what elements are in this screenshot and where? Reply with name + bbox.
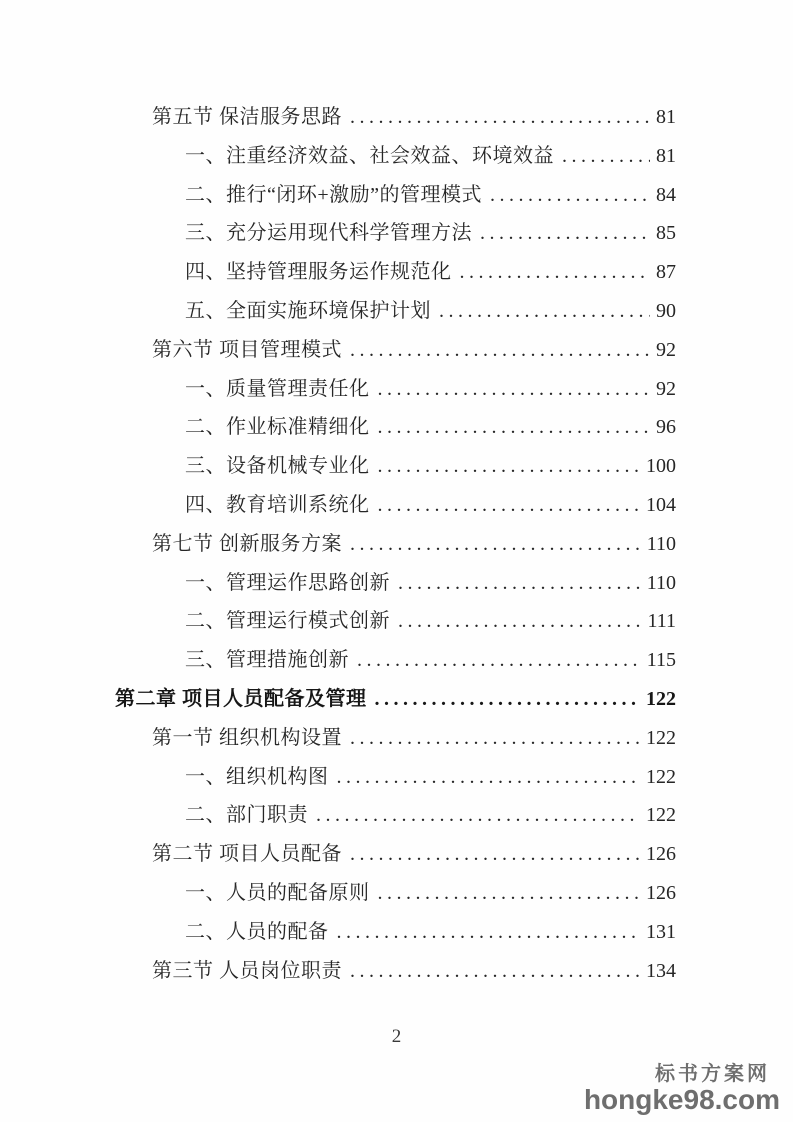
toc-entry [185,486,676,525]
watermark-site-url: hongke98.com [583,1084,780,1115]
toc-entry-page: 85 [656,222,676,245]
toc-entry-page: 122 [646,804,676,827]
toc-entry [185,874,676,913]
toc-entry-page: 92 [656,338,676,361]
toc-entry-title: 二、部门职责 [185,804,308,827]
toc-entry-title: 一、质量管理责任化 [185,377,370,400]
toc-entry-title: 第六节 项目管理模式 [152,338,342,361]
toc-entry-title: 一、管理运作思路创新 [185,571,390,594]
toc-entry-page: 104 [646,493,676,516]
dot-leader [350,952,640,991]
dot-leader [375,680,641,719]
dot-leader [337,758,641,797]
toc-entry [185,253,676,292]
toc-entry-page: 87 [656,261,676,284]
toc-entry-title: 一、组织机构图 [185,765,329,788]
toc-entry-page: 90 [656,299,676,322]
dot-leader [378,408,651,447]
toc-entry-title: 四、教育培训系统化 [185,493,370,516]
toc-entry [185,176,676,215]
toc-entry [152,835,676,874]
toc-entry-page: 110 [646,571,676,594]
dot-leader [350,98,650,137]
toc-entry [185,913,676,952]
toc-entry [185,370,676,409]
toc-entry-title: 四、坚持管理服务运作规范化 [185,261,452,284]
toc-entry-title: 三、充分运用现代科学管理方法 [185,222,472,245]
toc-entry-title: 第五节 保洁服务思路 [152,106,342,128]
toc-entry [185,292,676,331]
dot-leader [350,835,640,874]
toc-entry [152,952,676,991]
dot-leader [439,292,650,331]
page-number: 2 [391,1026,402,1047]
toc-entry [152,98,676,137]
watermark [584,1064,780,1114]
toc-entry-title: 三、设备机械专业化 [185,455,370,478]
toc-entry [185,641,676,680]
toc-entry-page: 96 [656,416,676,439]
toc-entry-page: 81 [656,106,676,128]
toc-entry-page: 126 [646,881,676,904]
toc-entry [185,447,676,486]
toc-entry-page: 122 [646,687,676,710]
dot-leader [490,176,650,215]
toc-entry-title: 二、管理运行模式创新 [185,610,390,633]
dot-leader [378,486,641,525]
toc-entry-page: 81 [656,144,676,167]
toc-entry-title: 二、作业标准精细化 [185,416,370,439]
toc-entry-title: 三、管理措施创新 [185,649,349,672]
toc-entry-title: 一、注重经济效益、社会效益、环境效益 [185,144,554,167]
toc-entry [185,214,676,253]
toc-entry-page: 122 [646,726,676,749]
toc-entry-page: 110 [646,532,676,555]
toc-entry [185,564,676,603]
dot-leader [378,447,641,486]
dot-leader [562,137,650,176]
dot-leader [378,370,651,409]
toc-entry-page: 100 [646,455,676,478]
toc-entry [185,602,676,641]
toc-entry [185,758,676,797]
toc-entry [185,796,676,835]
toc-entry-chapter [115,680,676,719]
toc-entry [185,137,676,176]
toc-entry-title: 二、推行“闭环+激励”的管理模式 [185,183,483,206]
toc-entry-page: 126 [646,843,676,866]
toc-entry [185,408,676,447]
dot-leader [398,564,641,603]
toc-entry-page: 84 [656,183,676,206]
dot-leader [350,719,640,758]
dot-leader [337,913,641,952]
toc-entry-page: 134 [646,959,676,982]
toc-entry [152,719,676,758]
toc-entry-title: 第二节 项目人员配备 [152,843,342,866]
toc-entry [152,331,676,370]
toc-entry-page: 131 [646,920,676,943]
dot-leader [398,602,641,641]
dot-leader [378,874,641,913]
toc-entry-page: 92 [656,377,676,400]
dot-leader [350,525,641,564]
dot-leader [460,253,651,292]
dot-leader [357,641,641,680]
toc-entry-page: 111 [647,610,676,633]
dot-leader [350,331,650,370]
dot-leader [316,796,640,835]
toc-entry-title: 五、全面实施环境保护计划 [185,299,431,322]
toc-entry-page: 122 [646,765,676,788]
dot-leader [480,214,650,253]
toc-entry-title: 第二章 项目人员配备及管理 [115,687,367,710]
table-of-contents [0,98,676,990]
toc-entry-title: 第三节 人员岗位职责 [152,959,342,982]
toc-entry-page: 115 [646,649,676,672]
toc-entry-title: 二、人员的配备 [185,920,329,943]
watermark-site-name: 标书方案网 [655,1063,770,1085]
toc-entry-title: 第七节 创新服务方案 [152,532,342,555]
toc-entry [152,525,676,564]
toc-entry-title: 第一节 组织机构设置 [152,726,342,749]
toc-entry-title: 一、人员的配备原则 [185,881,370,904]
